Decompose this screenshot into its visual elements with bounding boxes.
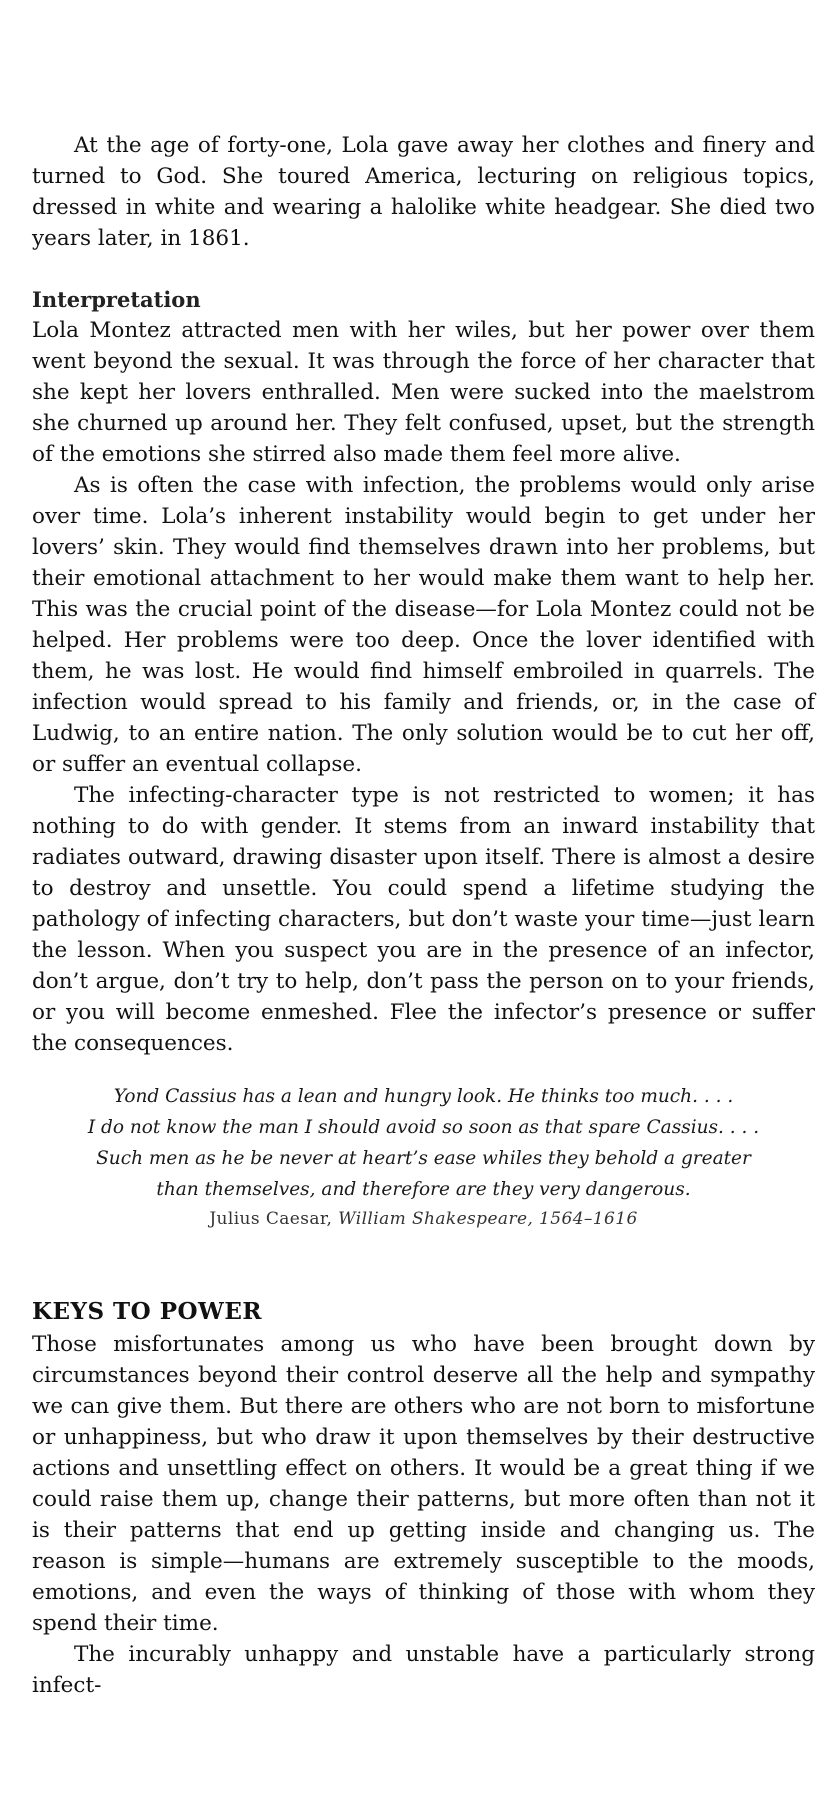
interpretation-heading: Interpretation (32, 287, 201, 312)
epigraph-line: than themselves, and therefore are they very dangerous. (156, 1179, 691, 1200)
keys-to-power-heading: KEYS TO POWER (32, 1298, 263, 1325)
body-paragraph: As is often the case with infection, the problems would only arise over time. Lola’s inherent instability would begin to get under her lovers’ skin. They would find themselves drawn into her problems, but their emotional attachment to her would make them want to help her. This was the crucial point of the disease—for Lola Montez could not be helped. Her problems were too deep. Once the lover identified with them, he was lost. He would find himself embroiled in quarrels. The infection would spread to his family and friends, or, in the case of Ludwig, to an entire nation. The only solution would be to cut her off, or suffer an eventual collapse. (32, 473, 815, 777)
body-paragraph: The infecting-character type is not restricted to women; it has nothing to do with gender. It stems from an inward instability that radiates outward, drawing disaster upon itself. There is almost a desire to destroy and unsettle. You could spend a lifetime studying the pathology of infecting characters, but don’t waste your time—just learn the lesson. When you suspect you are in the presence of an infector, don’t argue, don’t try to help, don’t pass the person on to your friends, or you will become enmeshed. Flee the infector’s presence or suffer the consequences. (32, 783, 815, 1056)
body-paragraph: Those misfortunates among us who have been brought down by circumstances beyond their control deserve all the help and sympathy we can give them. But there are others who are not born to misfortune or unhappiness, but who draw it upon themselves by their destructive actions and unsettling effect on others. It would be a great thing if we could raise them up, change their patterns, but more often than not it is their patterns that end up getting inside and changing us. The reason is simple—humans are extremely susceptible to the moods, emotions, and even the ways of thinking of those with whom they spend their time. (32, 1332, 815, 1636)
epigraph-quote (32, 1081, 815, 1233)
body-paragraph: Lola Montez attracted men with her wiles, but her power over them went beyond the sexual. It was through the force of her character that she kept her lovers enthralled. Men were sucked into the maelstrom she churned up around her. They felt confused, upset, but the strength of the emotions she stirred also made them feel more alive. (32, 318, 815, 467)
epigraph-attribution (32, 1205, 815, 1233)
epigraph-line: Such men as he be never at heart’s ease whiles they behold a greater (96, 1148, 751, 1169)
epigraph-line: Yond Cassius has a lean and hungry look. He thinks too much. . . . (113, 1086, 734, 1107)
attribution-work: Julius Caesar, (209, 1209, 333, 1229)
body-paragraph: At the age of forty-one, Lola gave away her clothes and finery and turned to God. She toured America, lecturing on religious topics, dressed in white and wearing a halolike white headgear. She died two years later, in 1861. (32, 133, 815, 251)
attribution-author: William Shakespeare, 1564–1616 (338, 1209, 638, 1229)
body-paragraph: The incurably unhappy and unstable have a particularly strong infect- (32, 1642, 815, 1698)
book-page (32, 130, 815, 1701)
epigraph-line: I do not know the man I should avoid so soon as that spare Cassius. . . . (87, 1117, 760, 1138)
